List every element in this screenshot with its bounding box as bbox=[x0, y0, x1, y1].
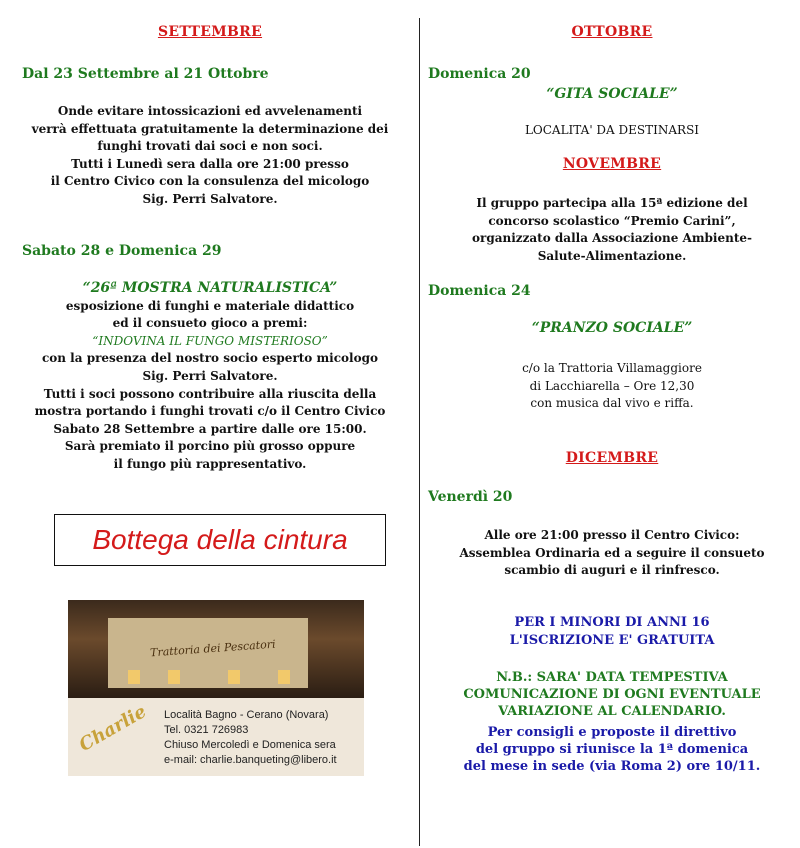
event-description bbox=[424, 195, 800, 265]
event-title: “GITA SOCIALE” bbox=[546, 86, 678, 102]
membership-note bbox=[424, 614, 800, 650]
info-line: Località Bagno - Cerano (Novara) bbox=[164, 709, 329, 721]
text-line: scambio di auguri e il rinfresco. bbox=[504, 563, 720, 578]
text-line: Sig. Perri Salvatore. bbox=[142, 191, 278, 206]
info-line: Chiuso Mercoledì e Domenica sera bbox=[164, 739, 336, 751]
text-line: il Centro Civico con la consulenza del micologo bbox=[50, 174, 370, 189]
event-title: “26ª MOSTRA NATURALISTICA” bbox=[82, 280, 338, 296]
event-date: Dal 23 Settembre al 21 Ottobre bbox=[22, 66, 269, 82]
text-line: Sarà premiato il porcino più grosso oppure bbox=[64, 439, 356, 454]
month-title-dicembre: DICEMBRE bbox=[565, 450, 659, 466]
text-line: Onde evitare intossicazioni ed avvelenamenti bbox=[57, 104, 363, 118]
text-line: concorso scolastico “Premio Carini”, bbox=[488, 213, 736, 228]
restaurant-info bbox=[164, 708, 337, 768]
text-line: organizzato dalla Associazione Ambiente- bbox=[472, 231, 752, 246]
event-title: “PRANZO SOCIALE” bbox=[531, 320, 693, 336]
window-light bbox=[128, 670, 140, 684]
event-description bbox=[0, 280, 420, 474]
text-line: con la presenza del nostro socio esperto micologo bbox=[41, 351, 379, 366]
text-line: mostra portando i funghi trovati c/o il Centro Civico bbox=[34, 404, 386, 419]
nb-note bbox=[424, 669, 800, 720]
month-title-ottobre: OTTOBRE bbox=[571, 24, 653, 40]
event-date: Domenica 20 bbox=[428, 66, 531, 82]
event-date: Sabato 28 e Domenica 29 bbox=[22, 243, 222, 259]
window-light bbox=[168, 670, 180, 684]
event-description bbox=[0, 103, 420, 209]
text-line: ed il consueto gioco a premi: bbox=[112, 316, 308, 331]
restaurant-photo bbox=[68, 600, 364, 698]
text-line: di Lacchiarella – Ore 12,30 bbox=[529, 378, 695, 393]
text-line: il fungo più rappresentativo. bbox=[113, 456, 307, 471]
text-line: del gruppo si riunisce la 1ª domenica bbox=[475, 742, 749, 757]
text-line: PER I MINORI DI ANNI 16 bbox=[514, 615, 710, 630]
charlie-logo: Charlie bbox=[75, 700, 151, 757]
text-line: Assemblea Ordinaria ed a seguire il consueto bbox=[459, 545, 765, 560]
advertisement-trattoria bbox=[68, 600, 364, 776]
game-title: “INDOVINA IL FUNGO MISTERIOSO” bbox=[92, 333, 328, 348]
text-line: VARIAZIONE AL CALENDARIO. bbox=[498, 704, 726, 719]
event-location: LOCALITA' DA DESTINARSI bbox=[524, 123, 700, 137]
text-line: esposizione di funghi e materiale didattico bbox=[65, 298, 355, 313]
info-line: e-mail: charlie.banqueting@libero.it bbox=[164, 754, 337, 766]
text-line: COMUNICAZIONE DI OGNI EVENTUALE bbox=[463, 687, 761, 702]
text-line: Tutti i Lunedì sera dalla ore 21:00 presso bbox=[71, 156, 349, 171]
text-line: con musica dal vivo e riffa. bbox=[530, 396, 694, 411]
event-location bbox=[424, 360, 800, 413]
info-line: Tel. 0321 726983 bbox=[164, 724, 249, 736]
text-line: funghi trovati dai soci e non soci. bbox=[97, 139, 323, 154]
text-line: c/o la Trattoria Villamaggiore bbox=[522, 361, 702, 375]
text-line: L'ISCRIZIONE E' GRATUITA bbox=[509, 633, 715, 648]
text-line: Sig. Perri Salvatore. bbox=[142, 368, 278, 383]
meeting-note bbox=[424, 724, 800, 775]
event-date: Domenica 24 bbox=[428, 283, 531, 299]
text-line: Sabato 28 Settembre a partire dalle ore 15:00. bbox=[53, 421, 367, 436]
text-line: Salute-Alimentazione. bbox=[537, 248, 687, 263]
event-description bbox=[424, 527, 800, 580]
advertisement-text: Bottega della cintura bbox=[92, 524, 348, 555]
month-title-novembre: NOVEMBRE bbox=[562, 156, 662, 172]
text-line: Il gruppo partecipa alla 15ª edizione del bbox=[476, 196, 748, 210]
window-light bbox=[228, 670, 240, 684]
window-light bbox=[278, 670, 290, 684]
text-line: Alle ore 21:00 presso il Centro Civico: bbox=[484, 528, 740, 542]
text-line: N.B.: SARA' DATA TEMPESTIVA bbox=[496, 670, 728, 685]
event-date: Venerdì 20 bbox=[428, 489, 513, 505]
text-line: Per consigli e proposte il direttivo bbox=[487, 725, 737, 740]
advertisement-bottega bbox=[54, 514, 386, 566]
text-line: del mese in sede (via Roma 2) ore 10/11. bbox=[463, 759, 761, 774]
text-line: Tutti i soci possono contribuire alla riuscita della bbox=[43, 386, 377, 401]
text-line: verrà effettuata gratuitamente la determinazione dei bbox=[31, 121, 389, 136]
month-title-settembre: SETTEMBRE bbox=[157, 24, 263, 40]
restaurant-sign: Trattoria dei Pescatori bbox=[149, 637, 276, 660]
